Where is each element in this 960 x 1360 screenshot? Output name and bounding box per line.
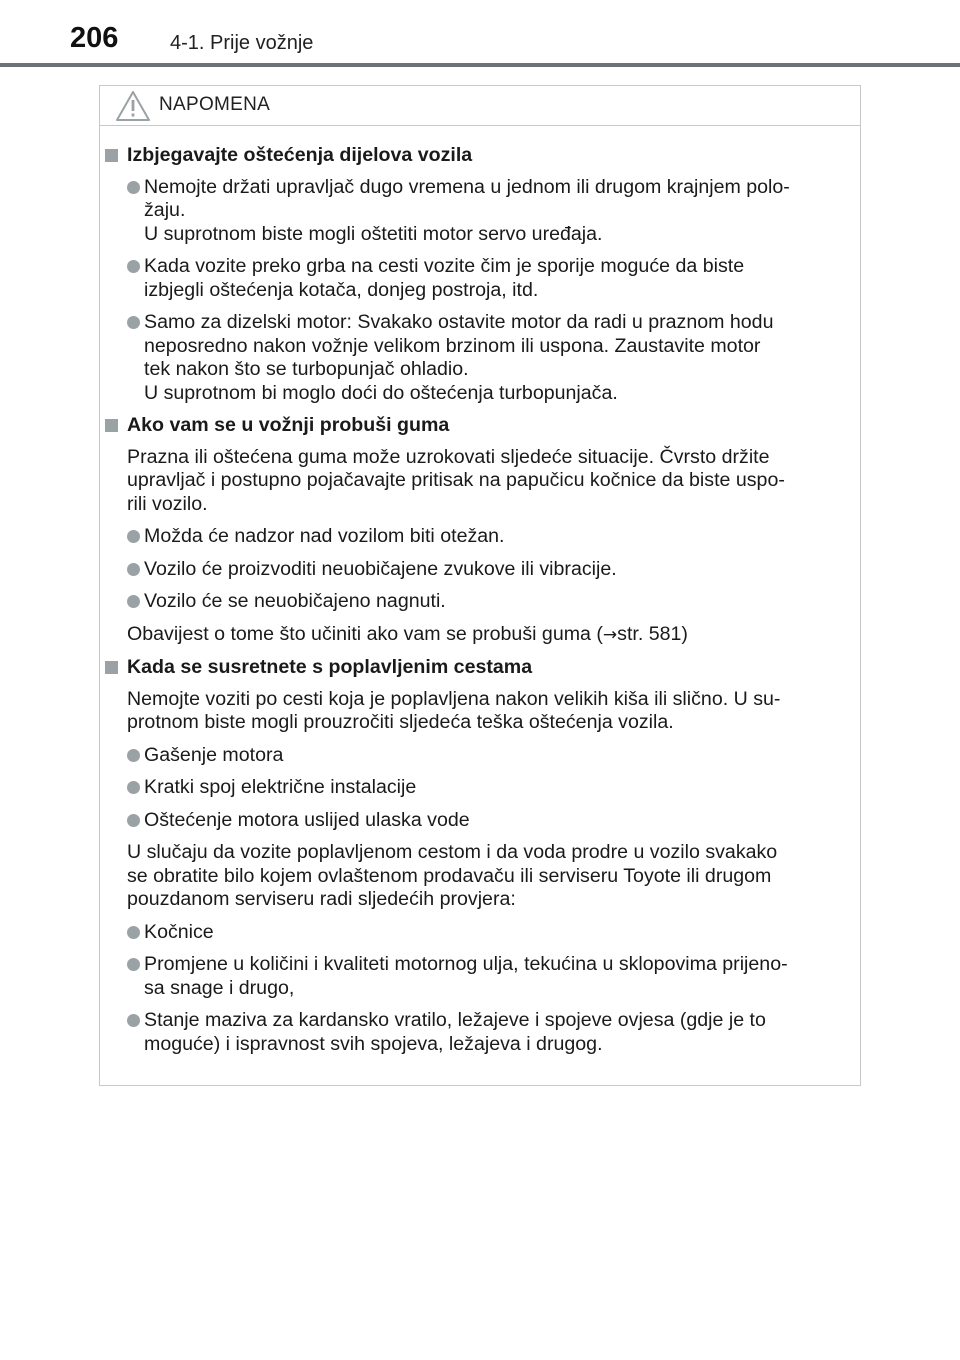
page-number: 206	[70, 22, 119, 54]
warning-triangle-icon	[115, 90, 151, 122]
text-line: Kratki spoj električne instalacije	[144, 776, 417, 798]
text-line: Kada vozite preko grba na cesti vozite čim je sporije moguće da biste	[144, 255, 745, 277]
round-bullet-icon	[127, 260, 140, 273]
list-item	[105, 809, 855, 833]
text-line: Gašenje motora	[144, 743, 284, 766]
text-line: Nemojte voziti po cesti koja je poplavljena nakon velikih kiša ili slično. U su-	[127, 687, 781, 710]
header-divider	[0, 63, 960, 67]
text-line: Samo za dizelski motor: Svakako ostavite motor da radi u praznom hodu	[144, 311, 774, 333]
text-line: U suprotnom bi moglo doći do oštećenja turbopunjača.	[144, 381, 618, 404]
round-bullet-icon	[127, 781, 140, 794]
list-item	[105, 921, 855, 945]
text-line: Oštećenje motora uslijed ulaska vode	[144, 808, 470, 831]
text-line: Promjene u količini i kvaliteti motornog ulja, tekućina u sklopovima prijeno-	[144, 953, 788, 975]
round-bullet-icon	[127, 530, 140, 543]
text-line: U slučaju da vozite poplavljenom cestom i da voda prodre u vozilo svakako	[127, 841, 778, 863]
square-bullet-icon	[105, 149, 118, 162]
text-line: pouzdanom serviseru radi sljedećih provjera:	[127, 888, 516, 910]
list-item	[105, 744, 855, 768]
square-bullet-icon	[105, 661, 118, 674]
round-bullet-icon	[127, 595, 140, 608]
round-bullet-icon	[127, 814, 140, 827]
list-item	[105, 1009, 855, 1056]
round-bullet-icon	[127, 181, 140, 194]
text-line: Stanje maziva za kardansko vratilo, ležajeve i spojeve ovjesa (gdje je to	[144, 1009, 766, 1031]
section-heading: Izbjegavajte oštećenja dijelova vozila	[105, 144, 855, 168]
round-bullet-icon	[127, 1014, 140, 1027]
arrow-right-icon: →	[602, 624, 618, 645]
square-bullet-icon	[105, 419, 118, 432]
text-line: Vozilo će proizvoditi neuobičajene zvukove ili vibracije.	[144, 557, 617, 580]
list-item	[105, 590, 855, 614]
round-bullet-icon	[127, 958, 140, 971]
list-item	[105, 776, 855, 800]
section-heading: Kada se susretnete s poplavljenim cestama	[105, 656, 855, 680]
notice-content	[105, 144, 855, 1065]
notice-label: NAPOMENA	[159, 94, 271, 115]
list-item	[105, 311, 855, 405]
notice-header	[100, 86, 860, 126]
page-reference: Obavijest o tome što učiniti ako vam se probuši guma (→str. 581)	[127, 622, 688, 645]
list-item	[105, 953, 855, 1000]
list-item	[105, 255, 855, 302]
notice-box	[99, 85, 861, 1086]
round-bullet-icon	[127, 316, 140, 329]
text-line: Kočnice	[144, 920, 214, 943]
text-line: izbjegli oštećenja kotača, donjeg postroja, itd.	[144, 278, 539, 301]
text-line: rili vozilo.	[127, 492, 208, 515]
text-line: Vozilo će se neuobičajeno nagnuti.	[144, 590, 446, 612]
text-line: neposredno nakon vožnje velikom brzinom ili uspona. Zaustavite motor	[144, 334, 761, 357]
list-item	[105, 558, 855, 582]
round-bullet-icon	[127, 563, 140, 576]
text-line: se obratite bilo kojem ovlaštenom prodavaču ili serviseru Toyote ili drugom	[127, 864, 772, 887]
page-header	[0, 0, 960, 68]
text-line: sa snage i drugo,	[144, 976, 295, 999]
list-item	[105, 176, 855, 247]
round-bullet-icon	[127, 926, 140, 939]
paragraph	[105, 688, 855, 735]
paragraph	[105, 841, 855, 912]
paragraph	[105, 446, 855, 517]
text-line: moguće) i ispravnost svih spojeva, ležajeva i drugog.	[144, 1032, 603, 1055]
text-line: Prazna ili oštećena guma može uzrokovati sljedeće situacije. Čvrsto držite	[127, 445, 770, 468]
text-line: upravljač i postupno pojačavajte pritisak na papučicu kočnice da biste uspo-	[127, 469, 785, 491]
round-bullet-icon	[127, 749, 140, 762]
text-line: U suprotnom biste mogli oštetiti motor servo uređaja.	[144, 222, 603, 245]
text-line: protnom biste mogli prouzročiti sljedeća teška oštećenja vozila.	[127, 711, 674, 733]
text-line: Nemojte držati upravljač dugo vremena u jednom ili drugom krajnjem polo-	[144, 175, 790, 198]
section-heading: Ako vam se u vožnji probuši guma	[105, 414, 855, 438]
text-line: žaju.	[144, 199, 186, 221]
section-title: 4-1. Prije vožnje	[170, 32, 314, 54]
text-line: Možda će nadzor nad vozilom biti otežan.	[144, 525, 505, 547]
text-line: tek nakon što se turbopunjač ohladio.	[144, 358, 469, 380]
list-item	[105, 525, 855, 549]
